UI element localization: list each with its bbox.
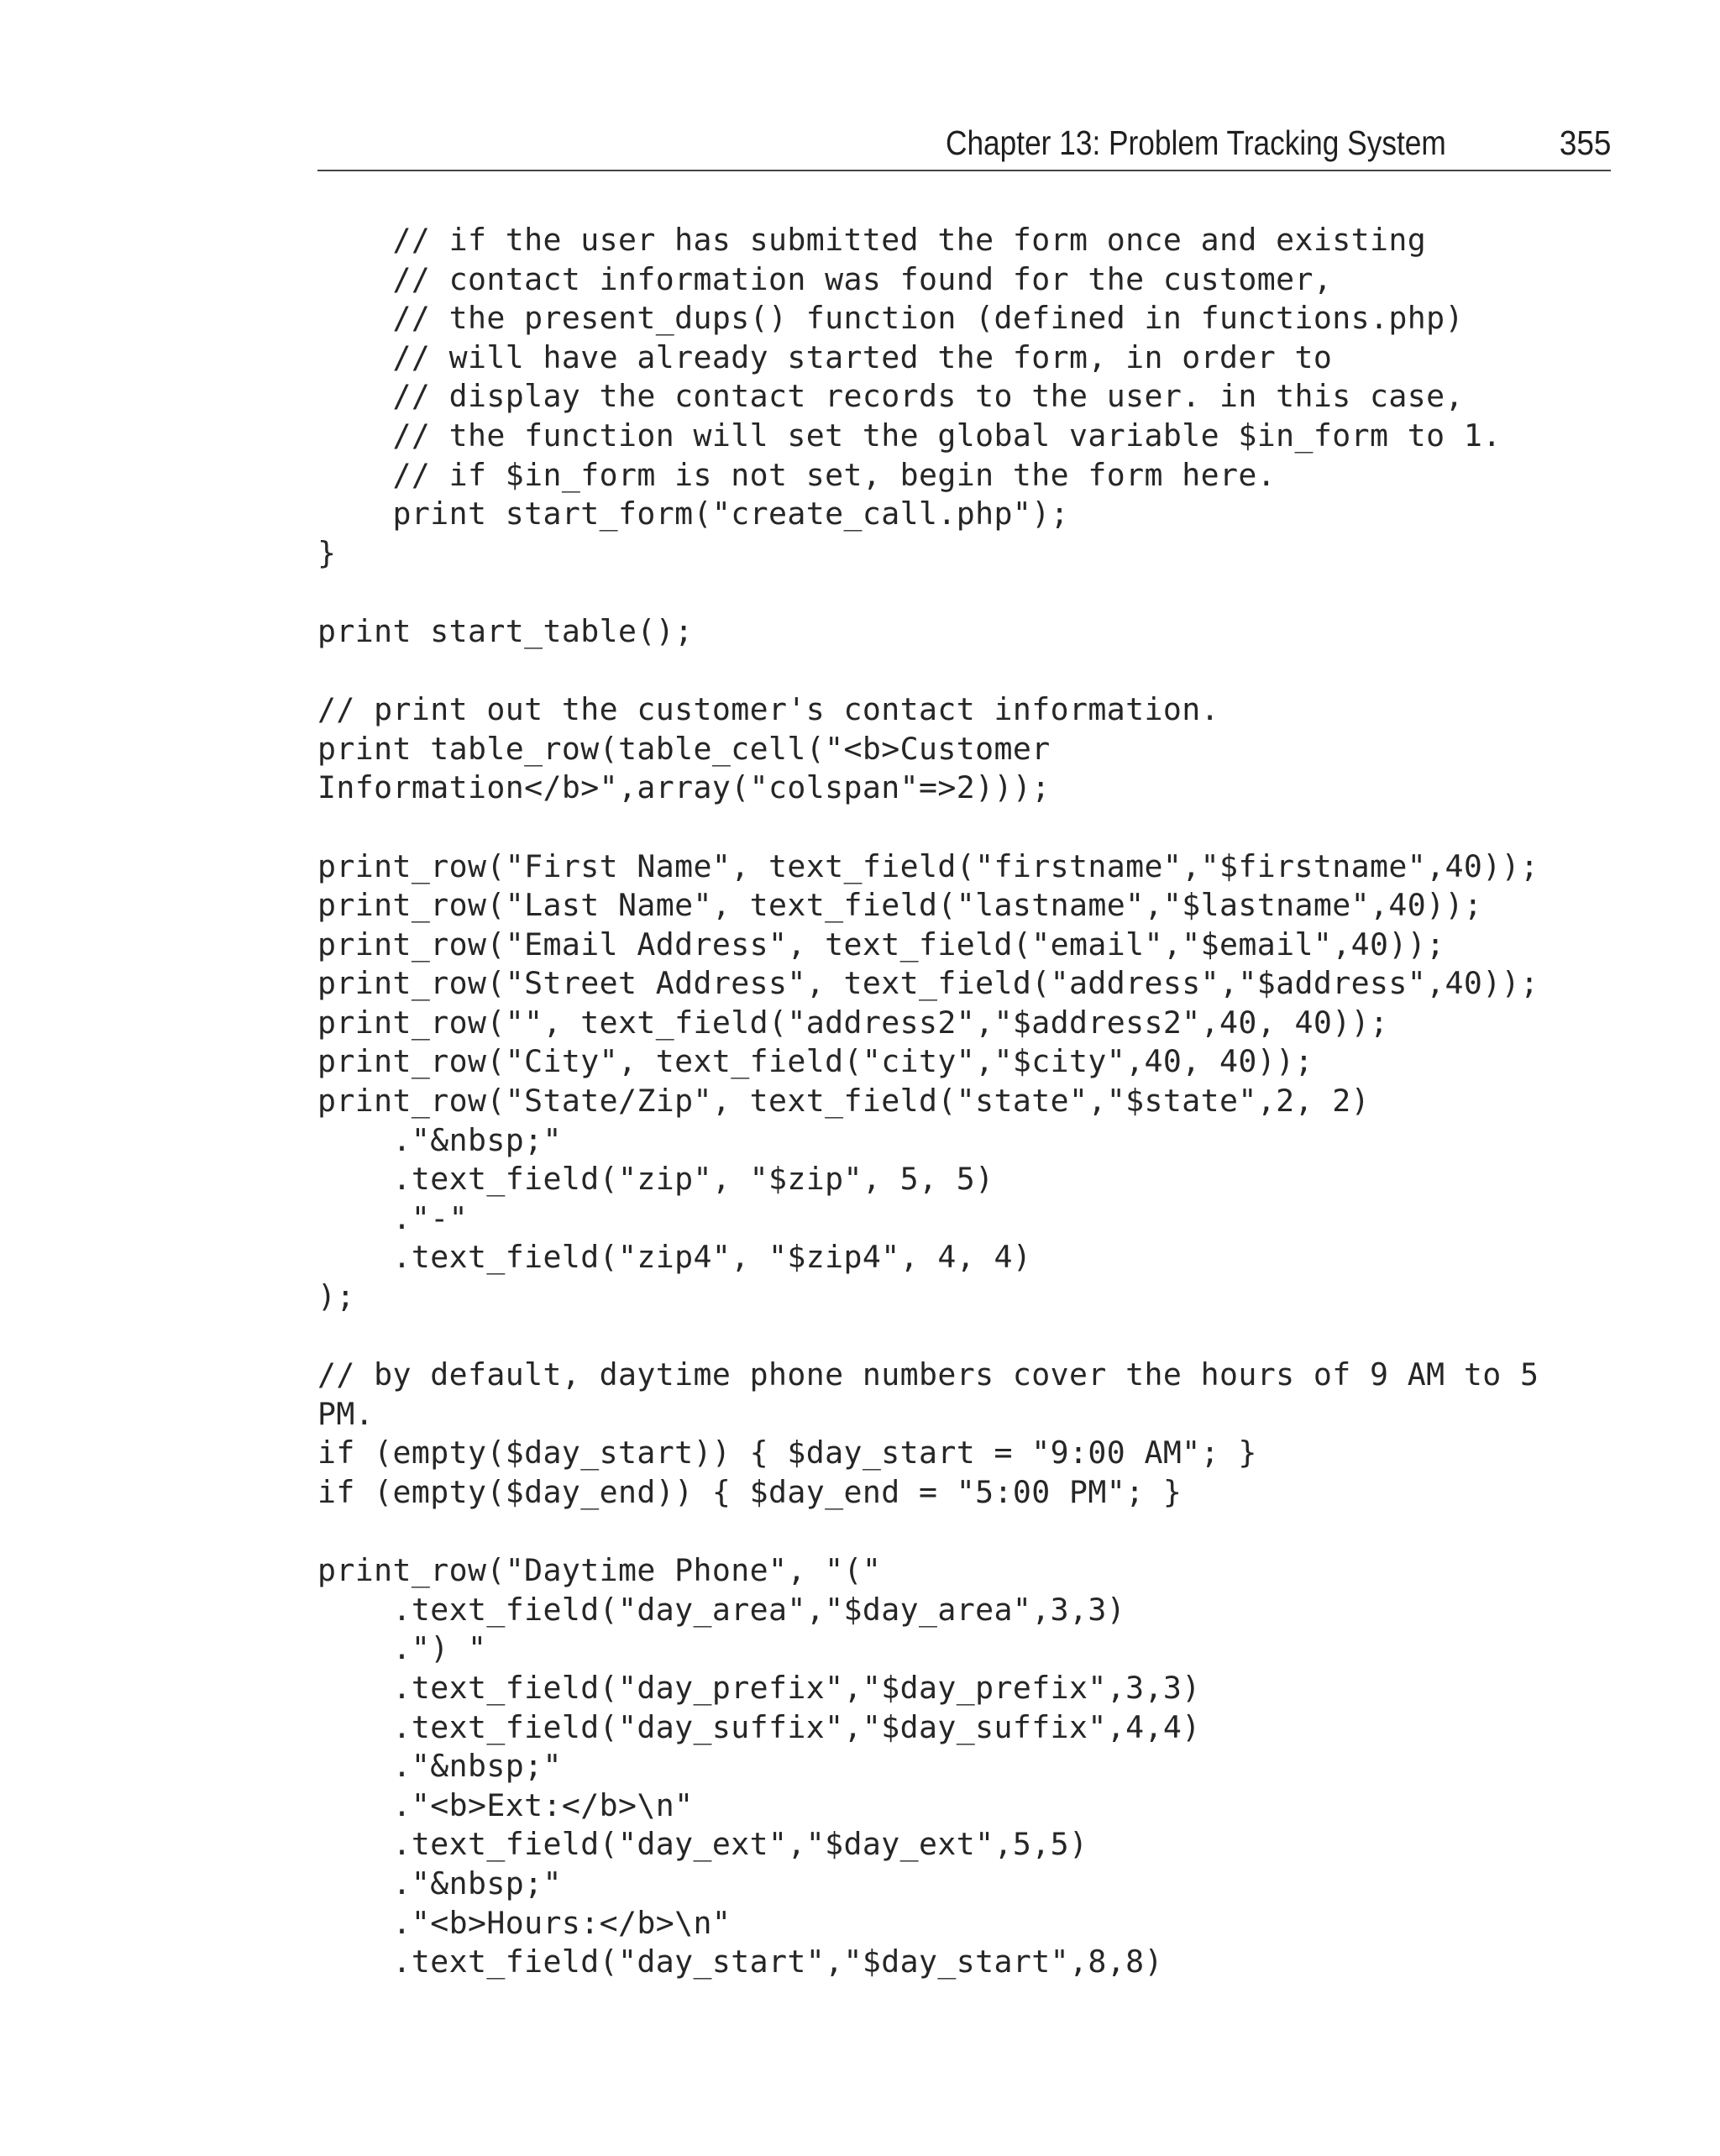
code-line: print_row("First Name", text_field("firstname","$firstname",40)); (317, 847, 1539, 884)
code-line: print_row("State/Zip", text_field("state","$state",2, 2) (317, 1083, 1370, 1120)
code-line: ."&nbsp;" (317, 1121, 562, 1158)
code-line: // will have already started the form, in order to (317, 338, 1333, 375)
code-line: // contact information was found for the customer, (317, 260, 1333, 297)
code-line: .text_field("day_start","$day_start",8,8) (317, 1944, 1163, 1980)
code-line: .text_field("day_suffix","$day_suffix",4,4) (317, 1708, 1201, 1745)
code-line: // display the contact records to the user. in this case, (317, 378, 1464, 415)
code-line: // by default, daytime phone numbers cover the hours of 9 AM to 5 (317, 1356, 1539, 1393)
code-line: if (empty($day_end)) { $day_end = "5:00 PM"; } (317, 1474, 1182, 1510)
code-line: .text_field("day_area","$day_area",3,3) (317, 1591, 1126, 1628)
code-line: print_row("City", text_field("city","$city",40, 40)); (317, 1043, 1314, 1080)
code-line: .text_field("zip4", "$zip4", 4, 4) (317, 1239, 1032, 1276)
code-line: print start_form("create_call.php"); (317, 496, 1069, 532)
code-line: print_row("Daytime Phone", "(" (317, 1552, 882, 1589)
code-line: print_row("Email Address", text_field("email","$email",40)); (317, 926, 1445, 963)
code-line (317, 652, 1539, 691)
code-line: // the present_dups() function (defined in functions.php) (317, 300, 1464, 337)
code-line: PM. (317, 1395, 375, 1432)
code-line: ); (317, 1278, 355, 1315)
code-line: } (317, 534, 337, 571)
running-header (317, 118, 1611, 171)
code-line: // print out the customer's contact information. (317, 691, 1219, 728)
code-line: ."<b>Hours:</b>\n" (317, 1904, 732, 1941)
code-line: .text_field("zip", "$zip", 5, 5) (317, 1161, 994, 1198)
code-line: print table_row(table_cell("<b>Customer (317, 730, 1051, 767)
code-line: print start_table(); (317, 612, 694, 649)
chapter-title: Chapter 13: Problem Tracking System (946, 123, 1446, 162)
code-line: .") " (317, 1630, 487, 1667)
code-line (317, 808, 1539, 847)
code-line: .text_field("day_prefix","$day_prefix",3,3) (317, 1669, 1201, 1706)
code-line (317, 1513, 1539, 1552)
code-line: if (empty($day_start)) { $day_start = "9:00 AM"; } (317, 1435, 1257, 1471)
code-line: ."<b>Ext:</b>\n" (317, 1786, 694, 1823)
code-line: ."&nbsp;" (317, 1865, 562, 1902)
code-line: print_row("Street Address", text_field("address","$address",40)); (317, 965, 1539, 1002)
code-line: ."&nbsp;" (317, 1748, 562, 1785)
code-line (317, 573, 1539, 612)
code-line: // the function will set the global variable $in_form to 1. (317, 417, 1502, 454)
code-line: print_row("", text_field("address2","$address2",40, 40)); (317, 1004, 1389, 1041)
code-line: print_row("Last Name", text_field("lastname","$lastname",40)); (317, 887, 1483, 924)
code-line: // if the user has submitted the form once and existing (317, 222, 1427, 258)
code-line: .text_field("day_ext","$day_ext",5,5) (317, 1826, 1088, 1863)
page-number: 355 (1559, 123, 1611, 162)
code-line: Information</b>",array("colspan"=>2))); (317, 769, 1051, 806)
code-listing (317, 221, 1539, 1982)
code-line (317, 1317, 1539, 1356)
code-line: ."-" (317, 1199, 468, 1236)
code-line: // if $in_form is not set, begin the form here. (317, 456, 1277, 493)
